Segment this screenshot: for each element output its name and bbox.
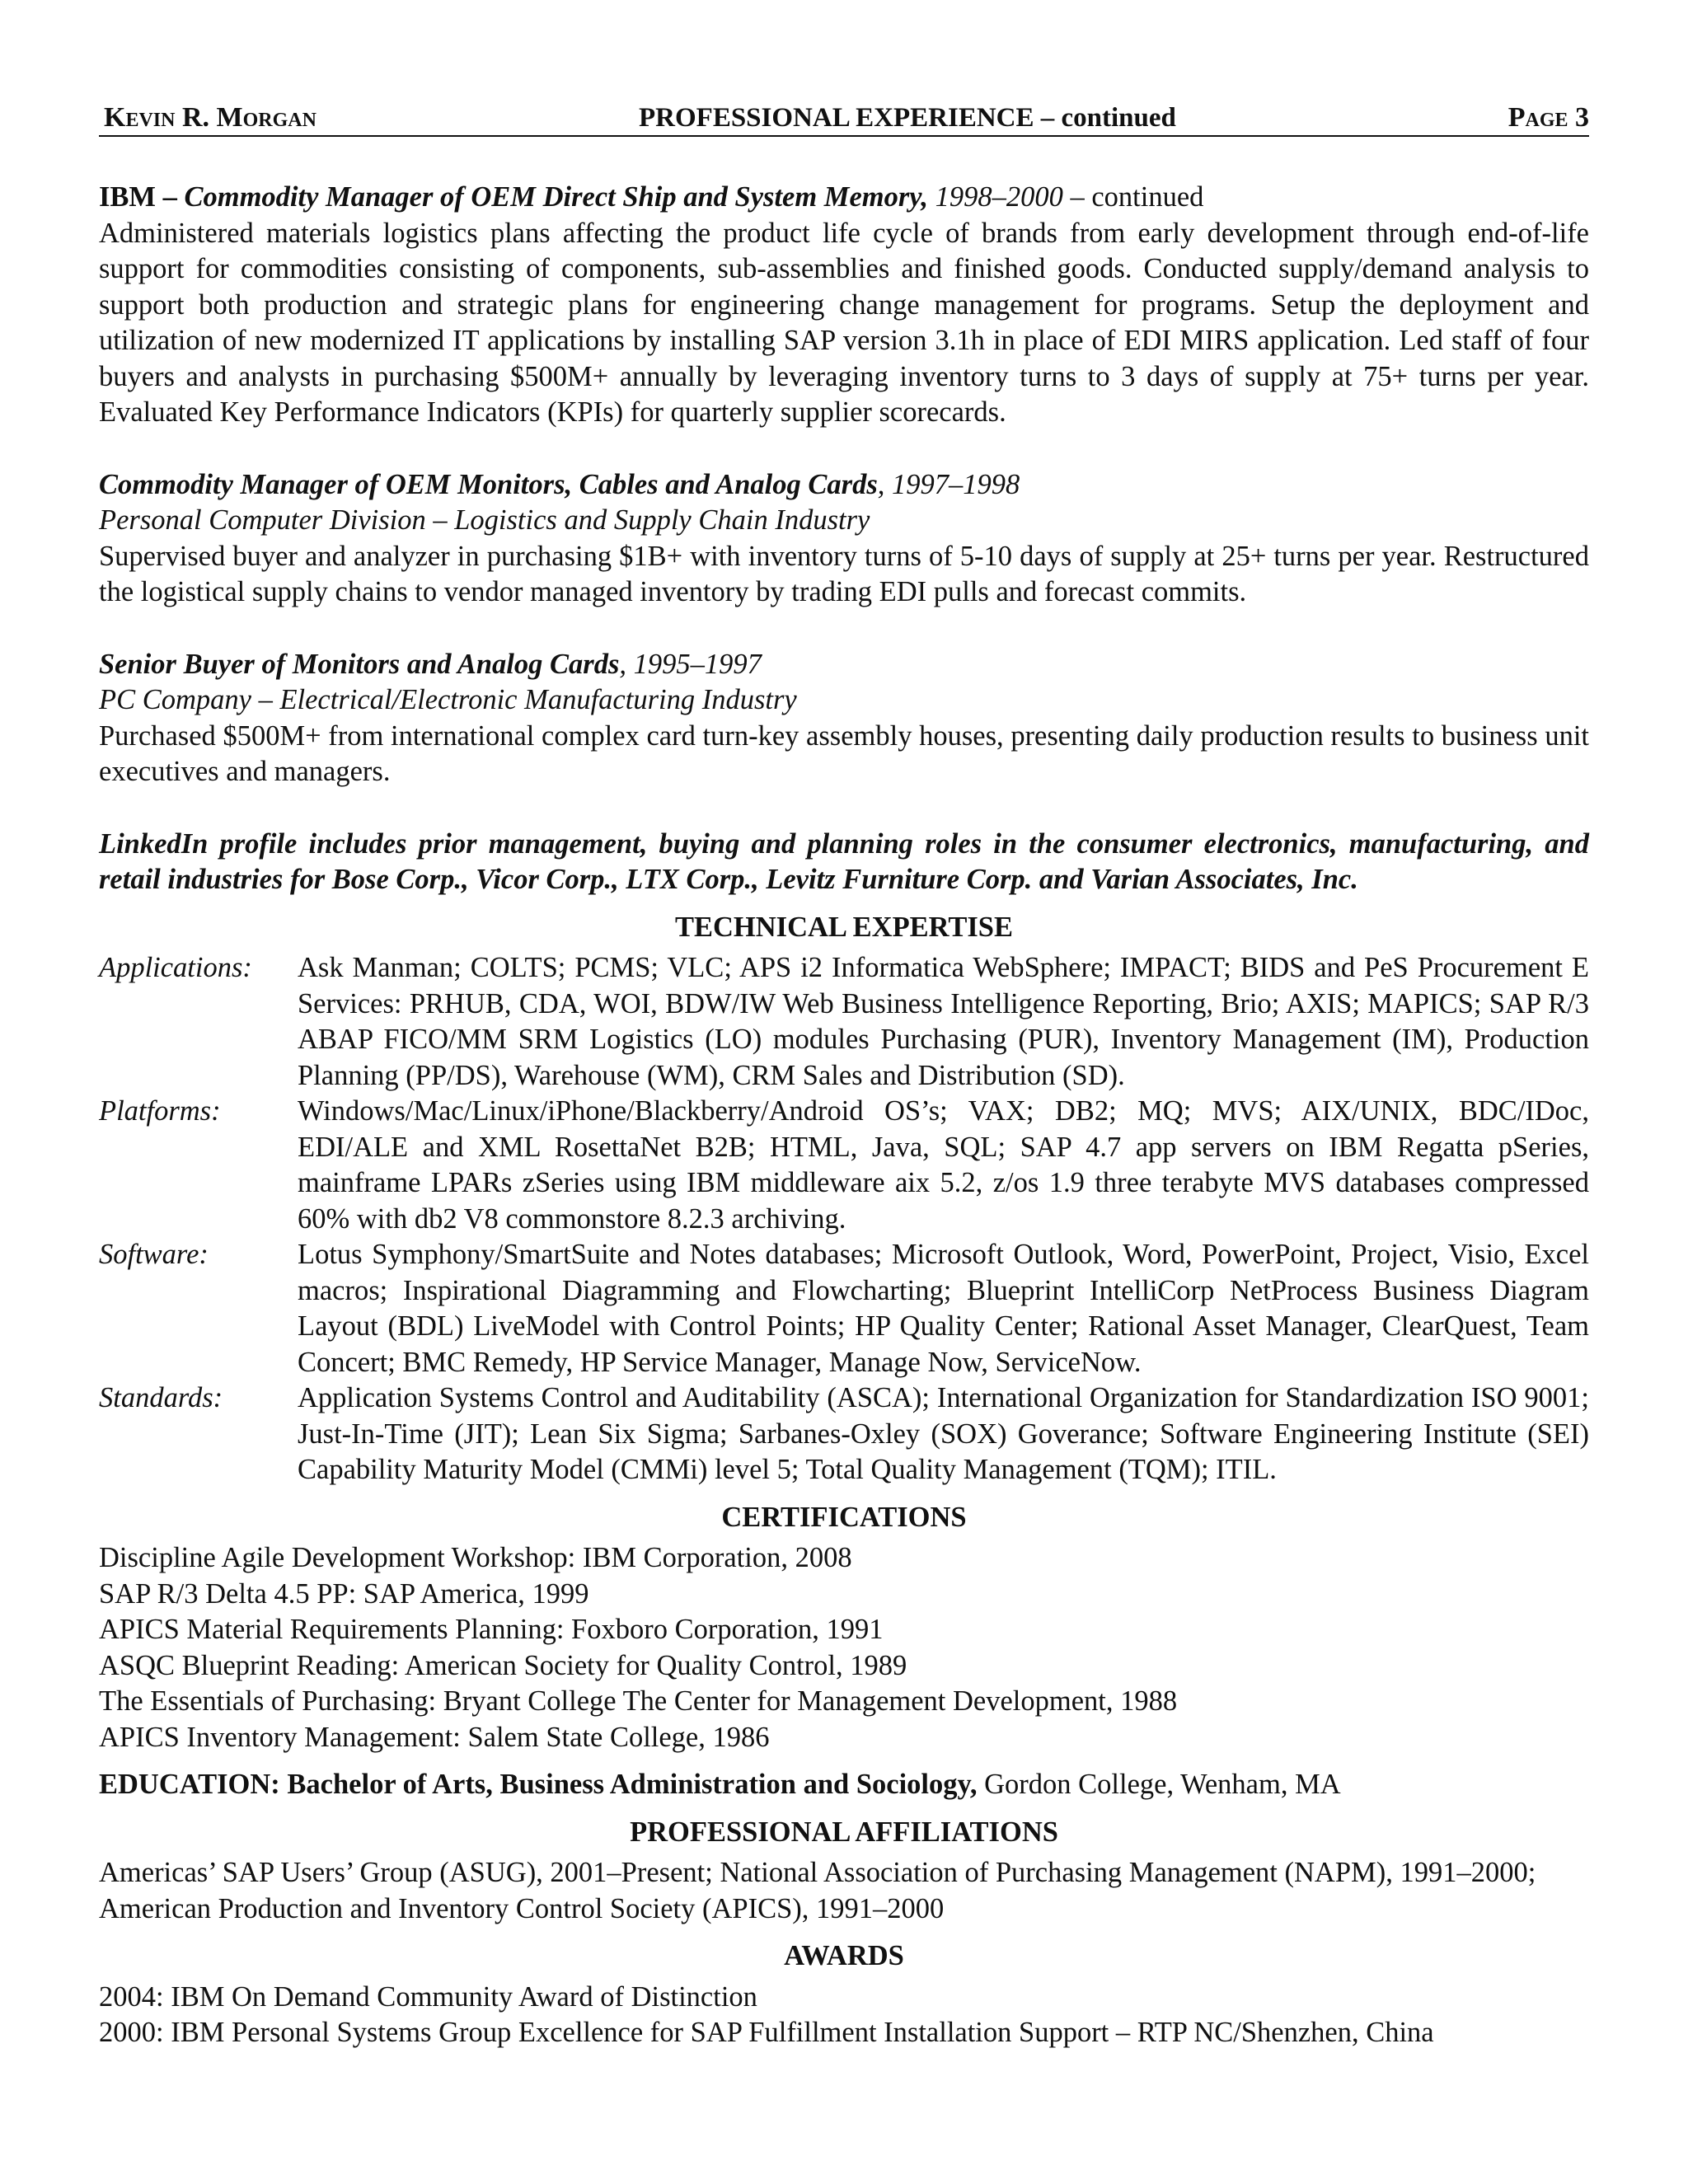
page-header <box>99 99 1589 137</box>
job2-title: Commodity Manager of OEM Monitors, Cables and Analog Cards <box>99 468 878 500</box>
job2-heading <box>99 467 1589 504</box>
header-name: Kevin R. Morgan <box>104 102 316 133</box>
education-school: Gordon College, Wenham, MA <box>977 1769 1341 1800</box>
ibm-company: IBM – <box>99 181 185 213</box>
tech-label: Software: <box>99 1239 209 1270</box>
ibm-job-title: Commodity Manager of OEM Direct Ship and System Memory, <box>184 181 928 213</box>
tech-row-software <box>99 1237 1589 1380</box>
technical-heading: TECHNICAL EXPERTISE <box>674 911 1014 943</box>
job3-title: Senior Buyer of Monitors and Analog Cards <box>99 648 620 680</box>
ibm-job-dates: 1998–2000 <box>927 181 1063 213</box>
certifications-heading: CERTIFICATIONS <box>721 1501 967 1533</box>
tech-label: Applications: <box>99 952 252 983</box>
tech-row-applications <box>99 950 1589 1094</box>
certification-item: ASQC Blueprint Reading: American Society for Quality Control, 1989 <box>99 1649 907 1681</box>
job2-division: Personal Computer Division – Logistics and Supply Chain Industry <box>99 504 870 536</box>
tech-text: Application Systems Control and Auditability (ASCA); International Organization for Standardization ISO 9001; Just-In-Time (JIT); Lean Six Sigma; Sarbanes-Oxley (SOX) Goverance; Software Engineering Institute (SEI) Capability Maturity Model (CMMi) level 5; Total Quality Management (TQM); ITIL. <box>298 1382 1589 1485</box>
tech-text: Lotus Symphony/SmartSuite and Notes databases; Microsoft Outlook, Word, PowerPoint, Project, Visio, Excel macros; Inspirational Diagramming and Flowcharting; Blueprint IntelliCorp NetProcess Business Diagram Layout (BDL) LiveModel with Control Points; HP Quality Center; Rational Asset Manager, ClearQuest, Team Concert; BMC Remedy, HP Service Manager, Manage Now, ServiceNow. <box>298 1239 1589 1378</box>
tech-label: Platforms: <box>99 1095 221 1127</box>
linkedin-note: LinkedIn profile includes prior management, buying and planning roles in the consumer electronics, manufacturing, and retail industries for Bose Corp., Vicor Corp., LTX Corp., Levitz Furniture Corp. and Varian Associates, Inc. <box>99 827 1589 895</box>
ibm-job-heading <box>99 180 1589 216</box>
tech-text: Ask Manman; COLTS; PCMS; VLC; APS i2 Informatica WebSphere; IMPACT; BIDS and PeS Procurement E Services: PRHUB, CDA, WOI, BDW/IW Web Business Intelligence Reporting, Brio; AXIS; MAPICS; SAP R/3 ABAP FICO/MM SRM Logistics (LO) modules Purchasing (PUR), Inventory Management (IM), Production Planning (PP/DS), Warehouse (WM), CRM Sales and Distribution (SD). <box>298 952 1589 1091</box>
tech-row-standards <box>99 1380 1589 1488</box>
ibm-job-description: Administered materials logistics plans affecting the product life cycle of brands from early development through end-of-life support for commodities consisting of components, sub-assemblies and finished goods. Conducted supply/demand analysis to support both production and strategic plans for engineering change management for programs. Setup the deployment and utilization of new modernized IT applications by installing SAP version 3.1h in place of EDI MIRS application. Led staff of four buyers and analysts in purchasing $500M+ annually by leveraging inventory turns to 3 days of supply at 75+ turns per year. Evaluated Key Performance Indicators (KPIs) for quarterly supplier scorecards. <box>99 217 1589 428</box>
tech-row-platforms <box>99 1094 1589 1237</box>
certification-item: SAP R/3 Delta 4.5 PP: SAP America, 1999 <box>99 1577 589 1610</box>
job3-description: Purchased $500M+ from international complex card turn-key assembly houses, presenting daily production results to business unit executives and managers. <box>99 719 1589 787</box>
education-degree: EDUCATION: Bachelor of Arts, Business Administration and Sociology, <box>99 1769 978 1800</box>
certification-item: APICS Inventory Management: Salem State College, 1986 <box>99 1721 770 1753</box>
award-item: 2000: IBM Personal Systems Group Excellence for SAP Fulfillment Installation Support – RTP NC/Shenzhen, China <box>99 2017 1434 2048</box>
job3-heading <box>99 647 1589 683</box>
award-item: 2004: IBM On Demand Community Award of Distinction <box>99 1980 757 2013</box>
tech-text: Windows/Mac/Linux/iPhone/Blackberry/Android OS’s; VAX; DB2; MQ; MVS; AIX/UNIX, BDC/IDoc, EDI/ALE and XML RosettaNet B2B; HTML, Java, SQL; SAP 4.7 app servers on IBM Regatta pSeries, mainframe LPARs zSeries using IBM middleware aix 5.2, z/os 1.9 three terabyte MVS databases compressed 60% with db2 V8 commonstore 8.2.3 archiving. <box>298 1095 1589 1235</box>
header-page-number: Page 3 <box>1507 102 1589 133</box>
header-title: PROFESSIONAL EXPERIENCE – continued <box>639 103 1176 133</box>
affiliations-text: Americas’ SAP Users’ Group (ASUG), 2001–Present; National Association of Purchasing Management (NAPM), 1991–2000; American Production and Inventory Control Society (APICS), 1991–2000 <box>99 1857 1536 1924</box>
tech-label: Standards: <box>99 1382 223 1413</box>
certification-item: APICS Material Requirements Planning: Foxboro Corporation, 1991 <box>99 1614 884 1645</box>
certification-item: The Essentials of Purchasing: Bryant College The Center for Management Development, 1988 <box>99 1685 1178 1717</box>
affiliations-heading: PROFESSIONAL AFFILIATIONS <box>630 1816 1058 1848</box>
education-line <box>99 1767 1589 1803</box>
job3-dates: , 1995–1997 <box>619 648 762 680</box>
ibm-job-suffix: – continued <box>1062 181 1204 213</box>
resume-body <box>99 180 1589 2051</box>
job2-dates: , 1997–1998 <box>877 468 1020 500</box>
awards-heading: AWARDS <box>784 1940 904 1971</box>
job2-description: Supervised buyer and analyzer in purchasing $1B+ with inventory turns of 5-10 days of supply at 25+ turns per year. Restructured the logistical supply chains to vendor managed inventory by trading EDI pulls and forecast commits. <box>99 540 1589 607</box>
certification-item: Discipline Agile Development Workshop: IBM Corporation, 2008 <box>99 1542 852 1573</box>
job3-division: PC Company – Electrical/Electronic Manufacturing Industry <box>99 684 797 715</box>
